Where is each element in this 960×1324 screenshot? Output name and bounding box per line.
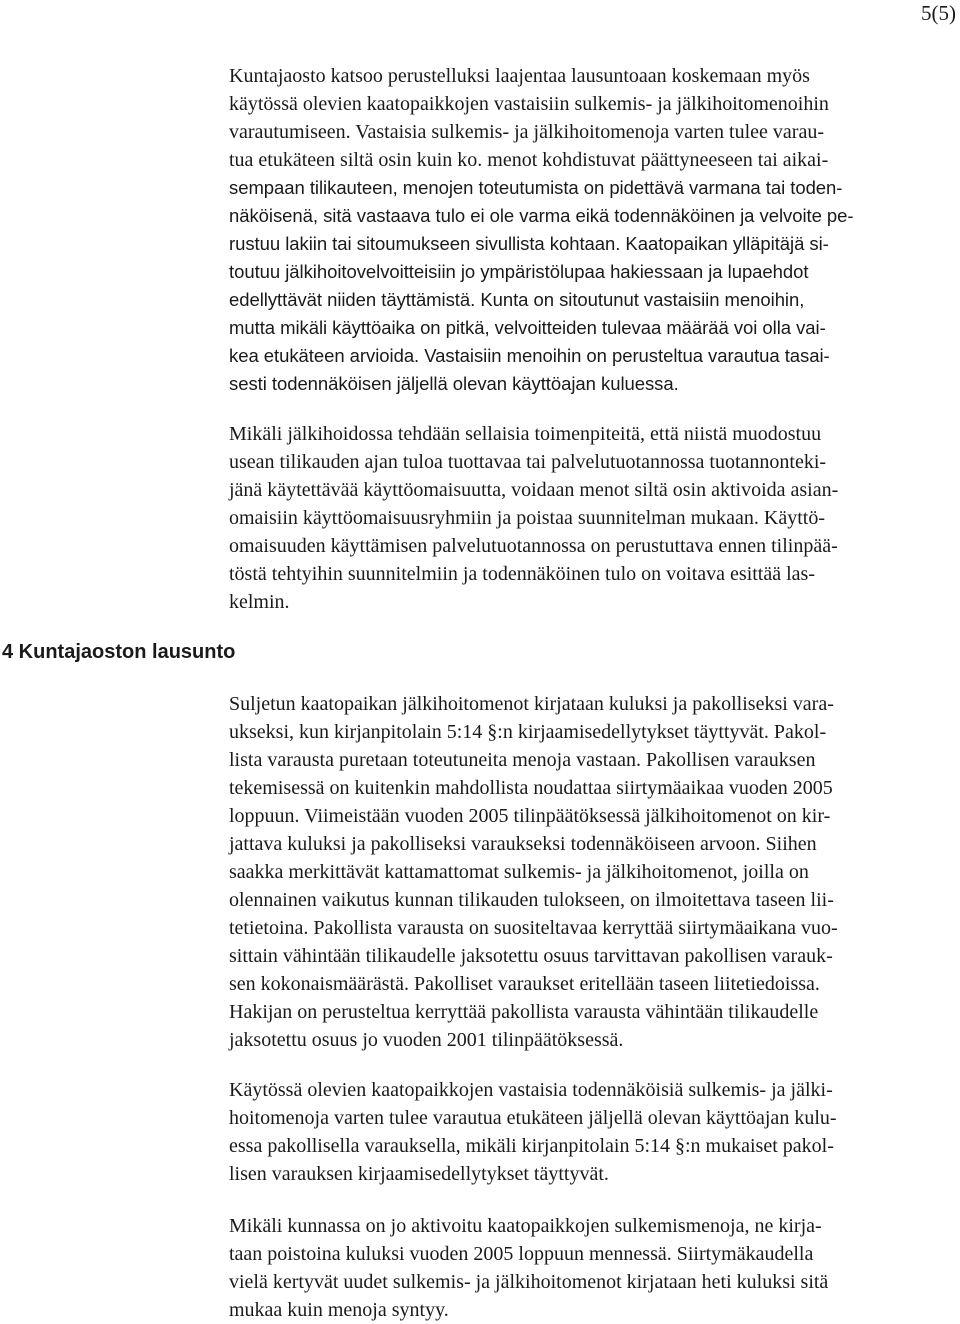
text-line: lisen varauksen kirjaamisedellytykset täyttyvät. bbox=[229, 1163, 609, 1185]
text-line: mukaa kuin menoja syntyy. bbox=[229, 1299, 449, 1321]
text-line: toutuu jälkihoitovelvoitteisiin jo ympäristölupaa hakiessaan ja lupaehdot bbox=[229, 261, 809, 282]
text-line: kea etukäteen arvioida. Vastaisiin menoihin on perusteltua varautua tasai- bbox=[229, 345, 830, 366]
text-line: lista varausta puretaan toteutuneita menoja vastaan. Pakollisen varauksen bbox=[229, 749, 816, 771]
text-line: mutta mikäli käyttöaika on pitkä, velvoitteiden tulevaa määrää voi olla vai- bbox=[229, 317, 826, 338]
text-line: tetietoina. Pakollista varausta on suositeltavaa kerryttää siirtymäaikana vuo- bbox=[229, 917, 838, 939]
text-line: hoitomenoja varten tulee varautua etukäteen jäljellä olevan käyttöajan kulu- bbox=[229, 1107, 837, 1129]
text-line: tua etukäteen siltä osin kuin ko. menot kohdistuvat päättyneeseen tai aikai- bbox=[229, 149, 829, 171]
text-line: kelmin. bbox=[229, 591, 290, 613]
text-line: jänä käytettävää käyttöomaisuutta, voidaan menot siltä osin aktivoida asian- bbox=[229, 479, 839, 501]
text-line: rustuu lakiin tai sitoumukseen sivullista kohtaan. Kaatopaikan ylläpitäjä si- bbox=[229, 233, 829, 254]
paragraph-3 bbox=[229, 690, 957, 1054]
text-line: käytössä olevien kaatopaikkojen vastaisiin sulkemis- ja jälkihoitomenoihin bbox=[229, 93, 829, 115]
text-line: Mikäli jälkihoidossa tehdään sellaisia toimenpiteitä, että niistä muodostuu bbox=[229, 423, 822, 445]
text-line: tekemisessä on kuitenkin mahdollista noudattaa siirtymäaikaa vuoden 2005 bbox=[229, 777, 833, 799]
paragraph-4 bbox=[229, 1076, 957, 1188]
page-number: 5(5) bbox=[921, 1, 956, 25]
text-line: sen kokonaismäärästä. Pakolliset varaukset eritellään taseen liitetiedoissa. bbox=[229, 973, 820, 995]
paragraph-5 bbox=[229, 1212, 957, 1324]
text-line: sittain vähintään tilikaudelle jaksotettu osuus tarvittavan pakollisen varauk- bbox=[229, 945, 833, 967]
text-line: ukseksi, kun kirjanpitolain 5:14 §:n kirjaamisedellytykset täyttyvät. Pakol- bbox=[229, 721, 827, 743]
text-line: Mikäli kunnassa on jo aktivoitu kaatopaikkojen sulkemismenoja, ne kirja- bbox=[229, 1215, 822, 1237]
paragraph-2 bbox=[229, 420, 957, 616]
text-line: saakka merkittävät kattamattomat sulkemis- ja jälkihoitomenot, joilla on bbox=[229, 861, 809, 883]
text-line: Suljetun kaatopaikan jälkihoitomenot kirjataan kuluksi ja pakolliseksi vara- bbox=[229, 693, 834, 715]
text-line: omaisuuden käyttämisen palvelutuotannossa on perustuttava ennen tilinpää- bbox=[229, 535, 838, 557]
text-line: varautumiseen. Vastaisia sulkemis- ja jälkihoitomenoja varten tulee varau- bbox=[229, 121, 824, 143]
text-line: töstä tehtyihin suunnitelmiin ja todennäköinen tulo on voitava esittää las- bbox=[229, 563, 815, 585]
text-line: sesti todennäköisen jäljellä olevan käyttöajan kuluessa. bbox=[229, 373, 679, 394]
paragraph-1 bbox=[229, 62, 957, 398]
text-line: essa pakollisella varauksella, mikäli kirjanpitolain 5:14 §:n mukaiset pakol- bbox=[229, 1135, 834, 1157]
text-line: Käytössä olevien kaatopaikkojen vastaisia todennäköisiä sulkemis- ja jälki- bbox=[229, 1079, 833, 1101]
text-line: edellyttävät niiden täyttämistä. Kunta on sitoutunut vastaisiin menoihin, bbox=[229, 289, 805, 310]
text-line: usean tilikauden ajan tuloa tuottavaa tai palvelutuotannossa tuotannonteki- bbox=[229, 451, 827, 473]
text-line: taan poistoina kuluksi vuoden 2005 loppuun mennessä. Siirtymäkaudella bbox=[229, 1243, 814, 1265]
text-line: Kuntajaosto katsoo perustelluksi laajentaa lausuntoaan koskemaan myös bbox=[229, 65, 810, 87]
text-line: jattava kuluksi ja pakolliseksi varaukseksi todennäköiseen arvoon. Siihen bbox=[229, 833, 817, 855]
text-line: loppuun. Viimeistään vuoden 2005 tilinpäätöksessä jälkihoitomenot on kir- bbox=[229, 805, 831, 827]
text-line: olennainen vaikutus kunnan tilikauden tulokseen, on ilmoitettava taseen lii- bbox=[229, 889, 834, 911]
text-line: jaksotettu osuus jo vuoden 2001 tilinpäätöksessä. bbox=[229, 1029, 624, 1051]
text-line: sempaan tilikauteen, menojen toteutumista on pidettävä varmana tai toden- bbox=[229, 177, 843, 198]
text-line: omaisiin käyttöomaisuusryhmiin ja poistaa suunnitelman mukaan. Käyttö- bbox=[229, 507, 826, 529]
section-heading: 4 Kuntajaoston lausunto bbox=[2, 641, 236, 663]
text-line: vielä kertyvät uudet sulkemis- ja jälkihoitomenot kirjataan heti kuluksi sitä bbox=[229, 1271, 829, 1293]
text-line: Hakijan on perusteltua kerryttää pakollista varausta vähintään tilikaudelle bbox=[229, 1001, 819, 1023]
text-line: näköisenä, sitä vastaava tulo ei ole varma eikä todennäköinen ja velvoite pe- bbox=[229, 205, 854, 226]
